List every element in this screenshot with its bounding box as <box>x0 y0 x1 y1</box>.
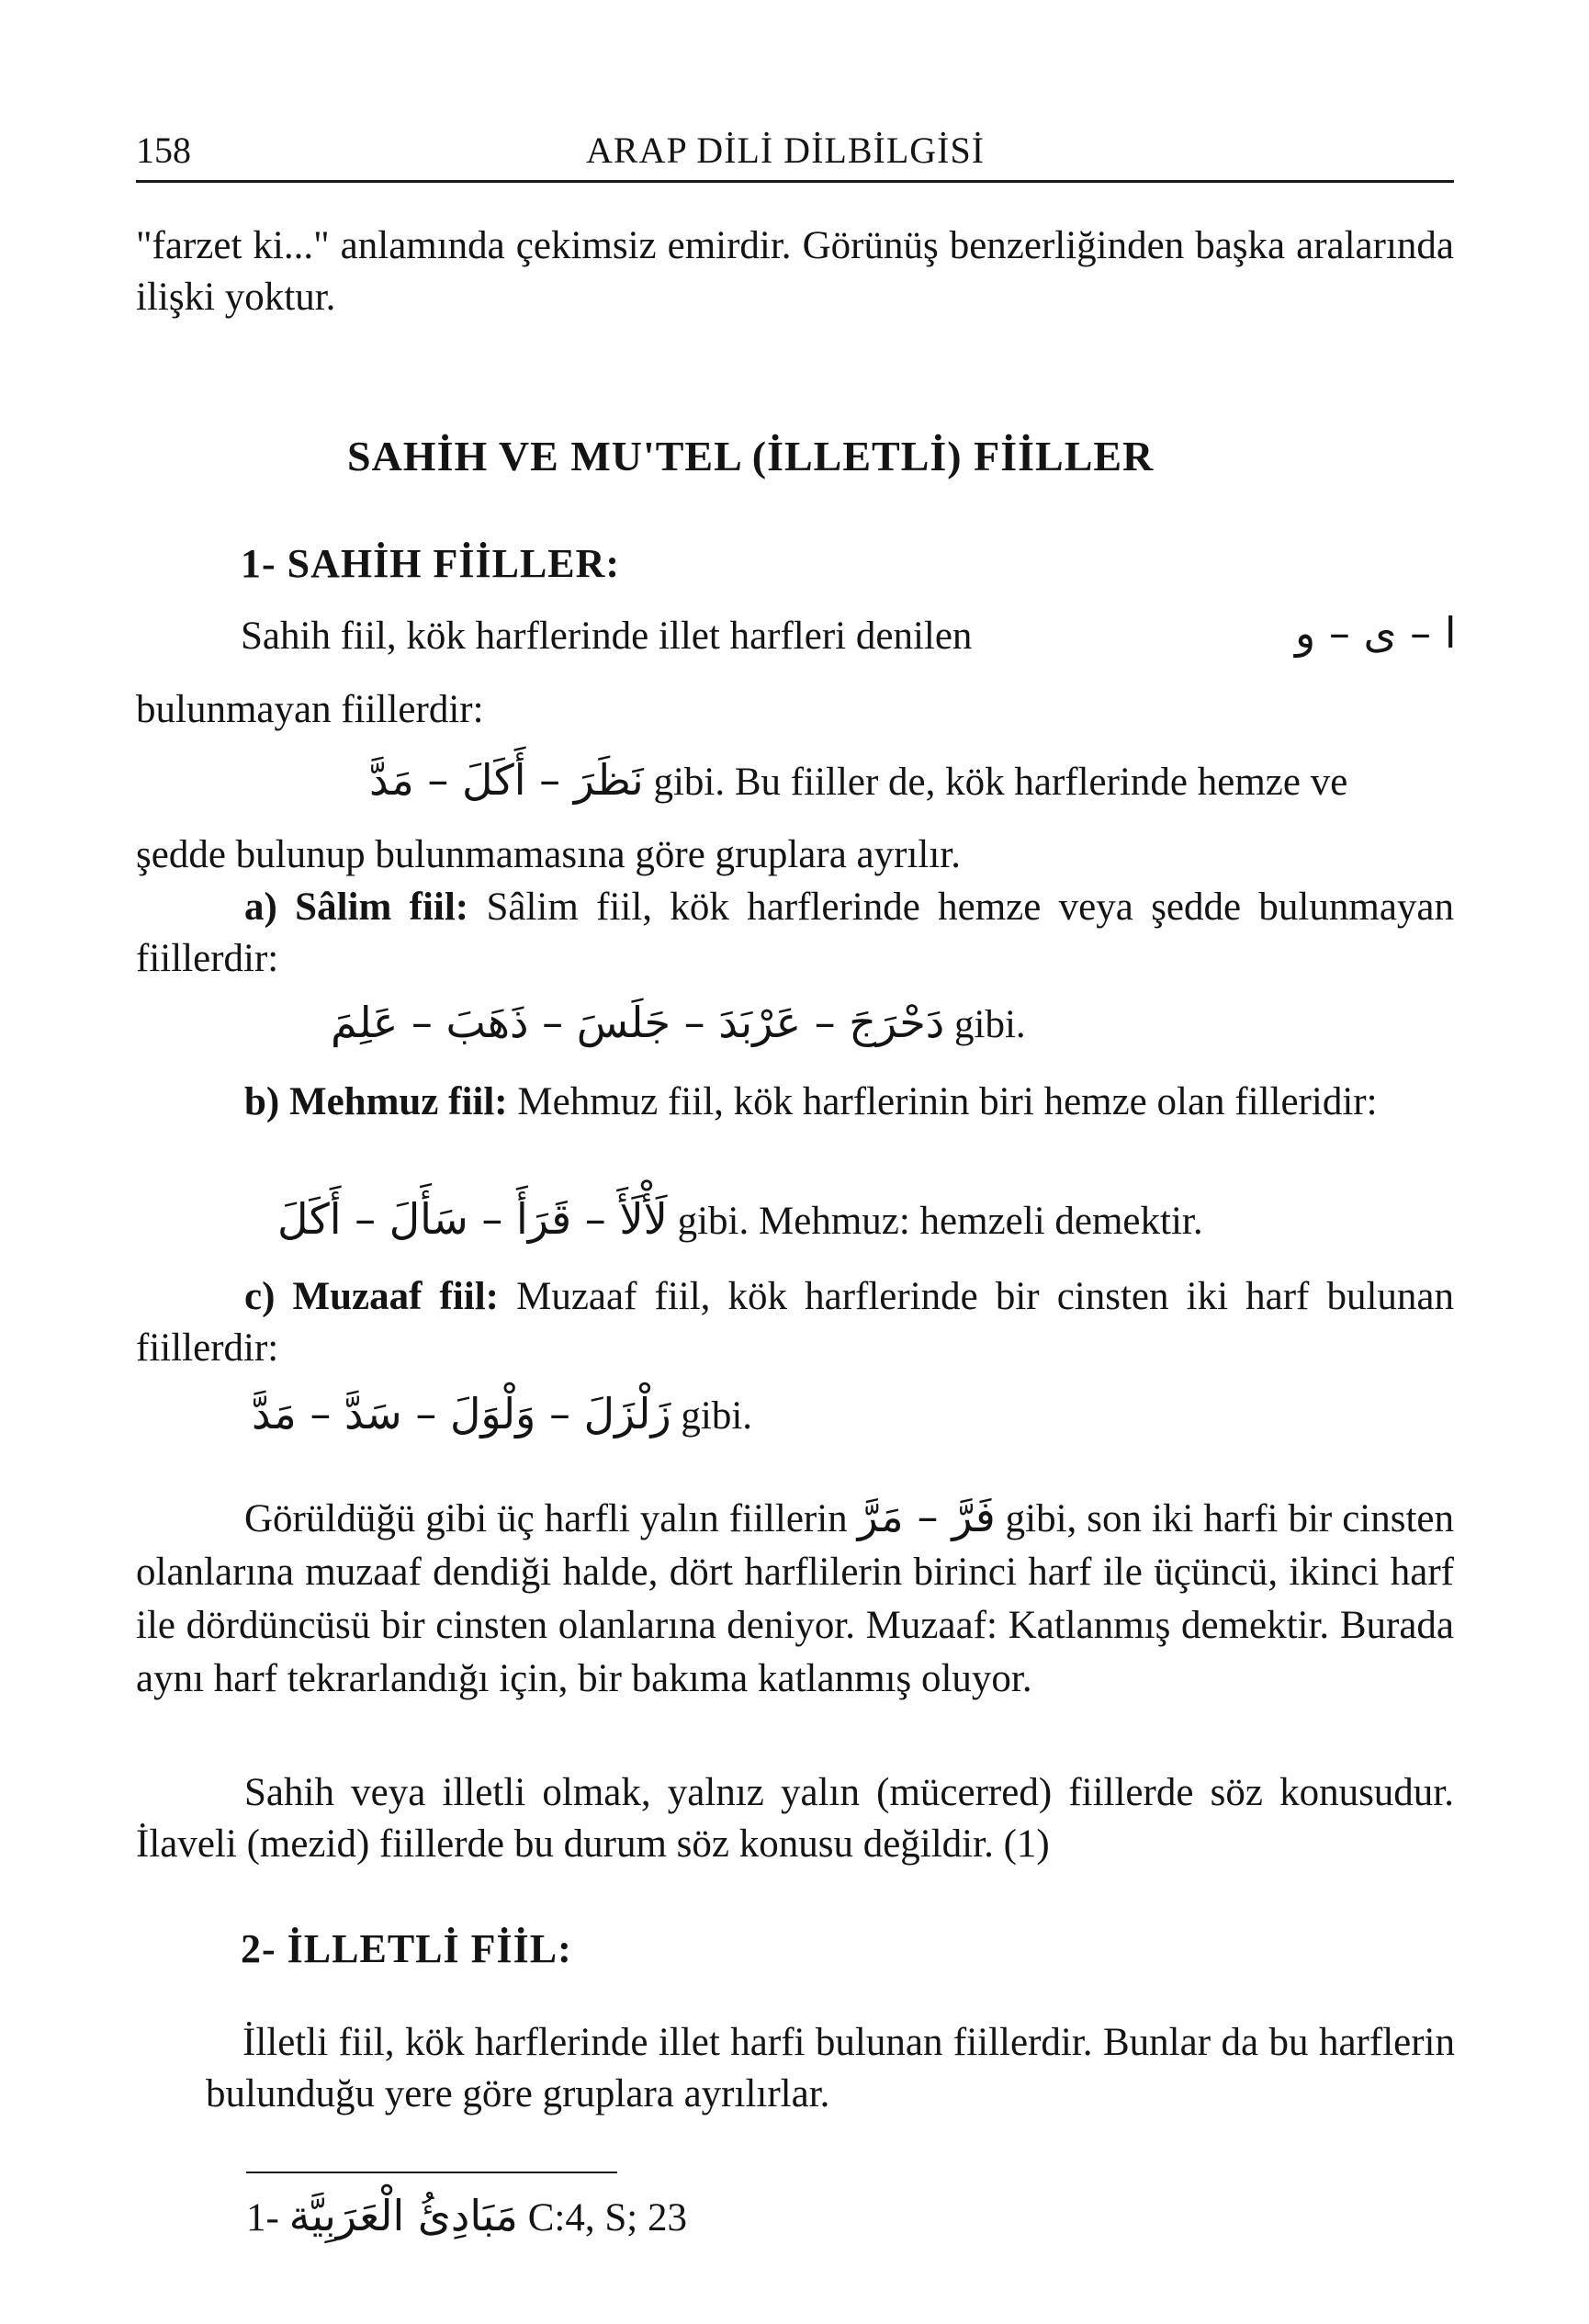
muzaaf-paragraph <box>136 1271 1454 1374</box>
muzaaf-examples-line <box>252 1389 752 1438</box>
salim-paragraph <box>136 882 1454 985</box>
muzaaf-explanation-arabic: فَرَّ – مَرَّ <box>857 1492 996 1541</box>
muzaaf-explanation-rest: gibi, son iki harfi bir cinsten olanlarına muzaaf dendiği halde, dört harflilerin birinci harf ile üçüncü, ikinci harf ile dördüncüsü bir cinsten olanlarına deniyor. Muzaaf: Katlanmış demektir. Burada aynı harf tekrarlandığı için, bir bakıma katlanmış oluyor. <box>136 1497 1454 1700</box>
footnote-reference: C:4, S; 23 <box>517 2196 687 2239</box>
mucerred-paragraph: Sahih veya illetli olmak, yalnız yalın (mücerred) fiillerde söz konusudur. İlaveli (mezid) fiillerde bu durum söz konusu değildir. (1) <box>136 1771 1454 1866</box>
section-title: SAHİH VE MU'TEL (İLLETLİ) FİİLLER <box>347 433 1155 479</box>
illet-letters-arabic: ا – ى – و <box>1295 608 1457 658</box>
muzaaf-explanation-paragraph <box>136 1490 1454 1706</box>
sahih-definition-text: Sahih fiil, kök harflerinde illet harfleri denilen <box>241 615 973 658</box>
page-number: 158 <box>136 130 191 171</box>
illetli-text: İlletli fiil, kök harflerinde illet harfi bulunan fiillerdir. Bunlar da bu harflerin bulunduğu yere göre gruplara ayrılırlar. <box>206 2021 1455 2115</box>
footnote-number: 1- <box>246 2196 289 2239</box>
sahih-definition-continued: bulunmayan fiillerdir: <box>136 688 484 731</box>
intro-paragraph: "farzet ki..." anlamında çekimsiz emirdir. Görünüş benzerliğinden başka aralarında ilişki yoktur. <box>136 224 1454 319</box>
muzaaf-label: c) Muzaaf fiil: <box>244 1275 499 1318</box>
salim-examples-arabic: دَحْرَجَ – عَرْبَدَ – جَلَسَ – ذَهَبَ – عَلِمَ <box>331 998 945 1047</box>
mehmuz-paragraph <box>136 1077 1454 1128</box>
mehmuz-examples-arabic: لَأْلَأَ – قَرَأَ – سَأَلَ – أَكَلَ <box>277 1194 668 1244</box>
running-title: ARAP DİLİ DİLBİLGİSİ <box>586 130 986 171</box>
mehmuz-text: Mehmuz fiil, kök harflerinin biri hemze olan filleridir: <box>507 1080 1378 1123</box>
footnote-rule <box>246 2172 617 2173</box>
muzaaf-text: Muzaaf fiil, kök harflerinde bir cinsten iki harf bulunan fiillerdir: <box>136 1275 1454 1370</box>
salim-label: a) Sâlim fiil: <box>244 886 469 929</box>
salim-examples-line <box>331 998 1026 1047</box>
illetli-heading: 2- İLLETLİ FİİL: <box>241 1926 572 1971</box>
mehmuz-examples-line <box>277 1194 1203 1244</box>
sahih-heading: 1- SAHİH FİİLLER: <box>241 541 621 586</box>
sahih-definition-line <box>241 614 972 659</box>
mehmuz-examples-tail: gibi. Mehmuz: hemzeli demektir. <box>667 1200 1203 1243</box>
muzaaf-examples-tail: gibi. <box>671 1394 753 1438</box>
muzaaf-examples-arabic: زَلْزَلَ – وَلْوَلَ – سَدَّ – مَدَّ <box>252 1389 671 1438</box>
sahih-examples-arabic: نَظَرَ – أَكَلَ – مَدَّ <box>369 755 644 805</box>
header-rule <box>136 180 1454 183</box>
muzaaf-explanation-start: Görüldüğü gibi üç harfli yalın fiillerin <box>244 1497 858 1540</box>
salim-examples-tail: gibi. <box>944 1003 1026 1046</box>
illetli-paragraph <box>206 2017 1455 2120</box>
sahih-examples-line <box>369 755 1347 805</box>
footnote <box>246 2191 687 2240</box>
mehmuz-label: b) Mehmuz fiil: <box>244 1080 508 1123</box>
footnote-source-arabic: مَبَادِئُ الْعَرَبِيَّة <box>288 2191 518 2240</box>
sahih-examples-tail: gibi. Bu fiiller de, kök harflerinde hemze ve <box>643 761 1348 804</box>
grouping-sentence: şedde bulunup bulunmamasına göre gruplara ayrılır. <box>136 833 961 876</box>
page-header <box>136 129 1459 182</box>
salim-text: Sâlim fiil, kök harflerinde hemze veya şedde bulunmayan fiillerdir: <box>136 886 1454 980</box>
illet-letters <box>1295 608 1457 658</box>
